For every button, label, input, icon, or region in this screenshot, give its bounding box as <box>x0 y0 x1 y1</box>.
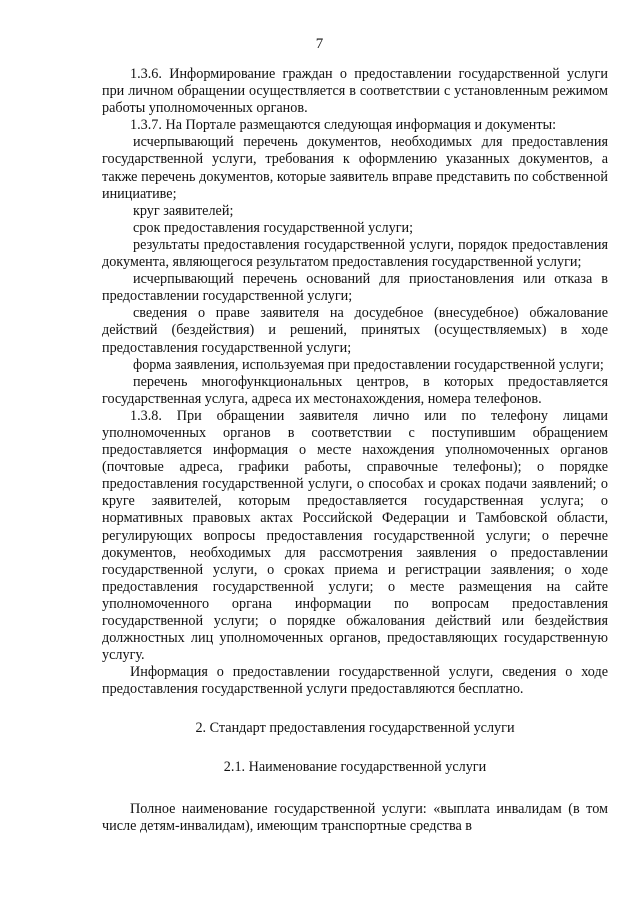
list-item-appeal: сведения о праве заявителя на досудебное (внесудебное) обжалование действий (бездействия) и решений, принятых (осуществляемых) в ходе предоставления государственной услуги; <box>102 305 608 356</box>
page-number: 7 <box>315 36 324 52</box>
list-item-applicants: круг заявителей; <box>133 202 234 219</box>
paragraph-free-info: Информация о предоставлении государственной услуги, сведения о ходе предоставления государственной услуги предоставляются бесплатно. <box>102 664 608 698</box>
list-item-documents: исчерпывающий перечень документов, необходимых для предоставления государственной услуги, требования к оформлению указанных документов, а также перечень документов, которые заявитель вправе представить по собственной инициативе; <box>102 134 608 202</box>
paragraph-full-name: Полное наименование государственной услуги: «выплата инвалидам (в том числе детям-инвалидам), имеющим транспортные средства в <box>102 800 608 834</box>
paragraph-1-3-6: 1.3.6. Информирование граждан о предоставлении государственной услуги при личном обращении осуществляется в соответствии с установленным режимом работы уполномоченных органов. <box>102 66 608 117</box>
list-item-grounds: исчерпывающий перечень оснований для приостановления или отказа в предоставлении государственной услуги; <box>102 271 608 305</box>
document-body <box>102 66 608 835</box>
subsection-heading: 2.1. Наименование государственной услуги <box>223 758 487 775</box>
list-item-results: результаты предоставления государственной услуги, порядок предоставления документа, являющегося результатом предоставления государственной услуги; <box>102 236 608 271</box>
paragraph-1-3-7: 1.3.7. На Портале размещаются следующая информация и документы: <box>130 117 557 134</box>
section-heading: 2. Стандарт предоставления государственной услуги <box>195 720 515 737</box>
list-item-mfc: перечень многофункциональных центров, в которых предоставляется государственная услуга, адреса их местонахождения, номера телефонов. <box>102 373 608 407</box>
list-item-term: срок предоставления государственной услуги; <box>133 219 414 236</box>
paragraph-1-3-8: 1.3.8. При обращении заявителя лично или по телефону лицами уполномоченных органов в соответствии с поступившим обращением предоставляется информация о месте нахождения уполномоченных органов (почтовые адреса, графики работы, справочные телефоны); о порядке предоставления государственной услуги, о способах и сроках подачи заявлений; о круге заявителей, которым предоставляется государственная услуга; о нормативных правовых актах Российской Федерации и Тамбовской области, регулирующих вопросы предоставления государственной услуги; о перечне документов, необходимых для рассмотрения заявления о предоставлении государственной услуги, о сроках приема и регистрации заявления; о ходе предоставления государственной услуги; о месте размещения на сайте уполномоченного органа информации по вопросам предоставления государственной услуги; о порядке обжалования действий или бездействия должностных лиц уполномоченных органов, предоставляющих государственную услугу. <box>102 407 608 664</box>
list-item-form: форма заявления, используемая при предоставлении государственной услуги; <box>133 356 604 373</box>
